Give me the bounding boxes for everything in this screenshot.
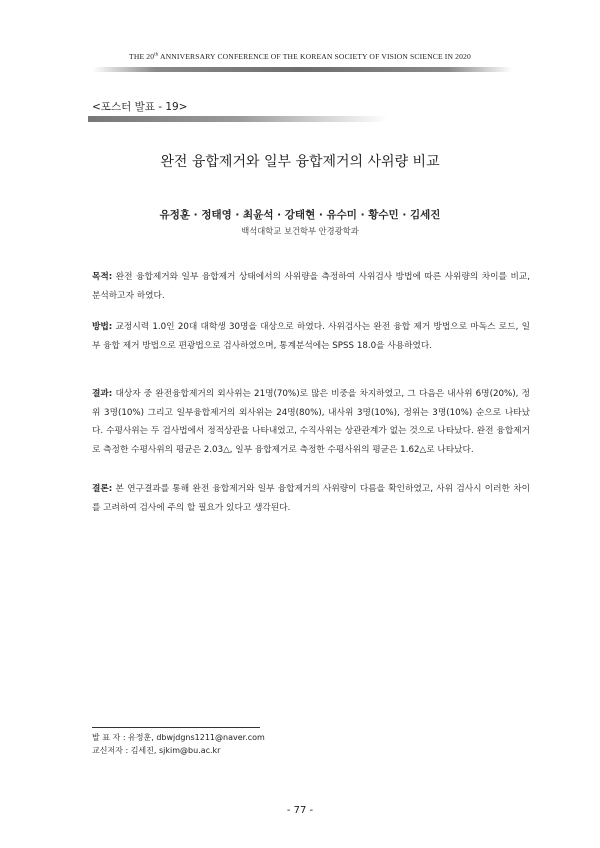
section-text: 대상자 중 완전융합제거의 외사위는 21명(70%)로 많은 비중을 차지하였고, 그 다음은 내사위 6명(20%), 정위 3명(10%) 그리고 일부융합제거의 외사위는 24명(80%), 내사위 3명(10%), 정위는 3명(10%) 순으로 나타났다. 수평사위는 두 검사법에서 정적상관을 나타내었고, 수직사위는 상관관계가 없는 것으로 나타났다. 완전 융합제거로 측정한 수평사위의 평균은 2.03△, 일부 융합제거로 측정한 수평사위의 평균은 1.62△로 나타났다. <box>92 389 530 455</box>
section-results <box>92 385 530 459</box>
conference-header <box>0 52 600 61</box>
presenter-footnote: 발 표 자 : 유정훈, dbwjdgns1211@naver.com <box>92 733 265 742</box>
tag-rule <box>88 116 388 122</box>
section-label: 결과: <box>92 389 113 399</box>
section-conclusion <box>92 480 530 517</box>
affiliation: 백석대학교 보건학부 안경광학과 <box>241 226 359 236</box>
section-label: 목적: <box>92 272 113 282</box>
author-list: 유정훈 · 정태영 · 최윤석 · 강태현 · 유수미 · 황수민 · 김세진 <box>159 209 441 221</box>
section-text: 본 연구결과를 통해 완전 융합제거와 일부 융합제거의 사위량이 다름을 확인하였고, 사위 검사시 이러한 차이를 고려하여 검사에 주의 할 필요가 있다고 생각된다. <box>92 484 530 513</box>
section-method <box>92 318 530 355</box>
section-label: 결론: <box>92 484 113 494</box>
header-sup: th <box>154 52 159 58</box>
section-purpose <box>92 268 530 305</box>
section-text: 완전 융합제거와 일부 융합제거 상태에서의 사위량을 측정하여 사위검사 방법에 따른 사위량의 차이를 비교, 분석하고자 하였다. <box>92 272 530 301</box>
section-label: 방법: <box>92 322 113 332</box>
corresponding-footnote: 교신저자 : 김세진, sjkim@bu.ac.kr <box>92 746 221 755</box>
footnote-rule <box>92 727 260 728</box>
presentation-tag: <포스터 발표 - 19> <box>92 101 188 113</box>
page-number: - 77 - <box>286 805 314 816</box>
section-text: 교정시력 1.0인 20대 대학생 30명을 대상으로 하였다. 사위검사는 완전 융합 제거 방법으로 마독스 로드, 일부 융합 제거 방법으로 편광법으로 검사하였으며, 통계분석에는 SPSS 18.0을 사용하였다. <box>92 322 530 351</box>
header-post: ANNIVERSARY CONFERENCE OF THE KOREAN SOCIETY OF VISION SCIENCE IN 2020 <box>158 52 471 61</box>
header-rule <box>92 67 512 72</box>
paper-title: 완전 융합제거와 일부 융합제거의 사위량 비교 <box>160 154 440 170</box>
header-pre: THE 20 <box>129 52 155 61</box>
